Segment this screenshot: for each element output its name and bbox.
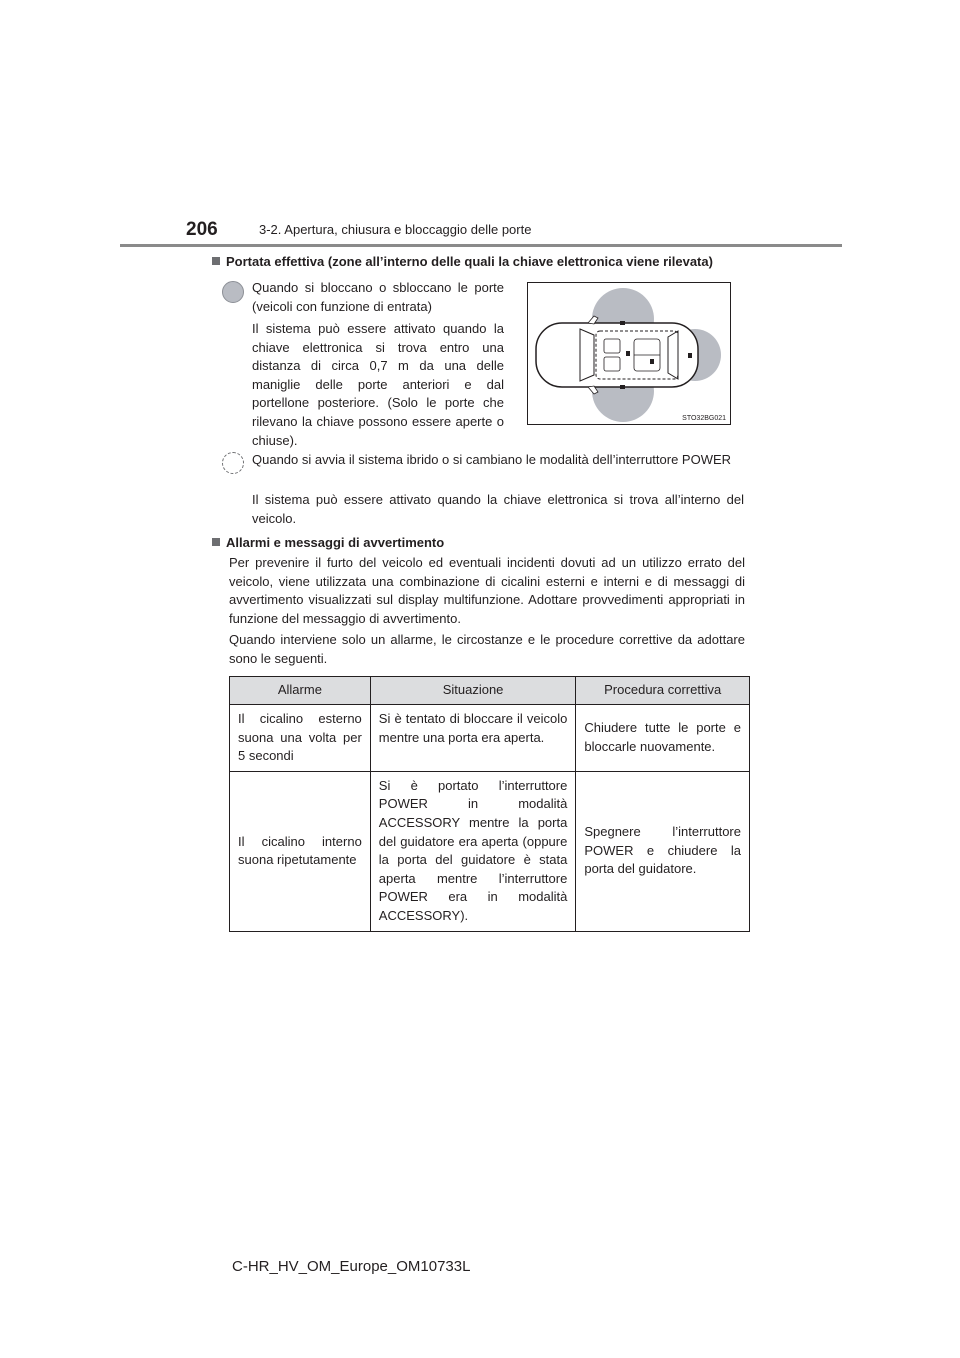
table-cell-allarme: Il cicalino interno suona ripetutamente xyxy=(230,771,371,931)
header-rule xyxy=(120,244,842,247)
item2-body: Il sistema può essere attivato quando la chiave elettronica si trova all’interno del veicolo. xyxy=(252,492,744,526)
table-row xyxy=(230,705,750,772)
square-bullet-icon xyxy=(212,538,220,546)
section-heading-range xyxy=(212,254,713,269)
range-figure xyxy=(527,282,731,425)
section-heading-range-text: Portata effettiva (zone all’interno delle quali la chiave elettronica viene rilevata) xyxy=(226,254,713,269)
item1-title: Quando si bloccano o sbloccano le porte (veicoli con funzione di entrata) xyxy=(252,280,504,314)
figure-code: STO32BG021 xyxy=(682,415,726,422)
dashed-circle-icon xyxy=(222,452,244,474)
page-number: 206 xyxy=(186,219,218,240)
square-bullet-icon xyxy=(212,257,220,265)
table-header-procedura: Procedura correttiva xyxy=(576,677,750,705)
table-cell-procedura: Spegnere l’interruttore POWER e chiudere la porta del guidatore. xyxy=(576,771,750,931)
table-cell-procedura: Chiudere tutte le porte e bloccarle nuovamente. xyxy=(576,705,750,772)
section-heading-alarms-text: Allarmi e messaggi di avvertimento xyxy=(226,535,445,550)
table-header-row xyxy=(230,677,750,705)
footer-doc-code: C-HR_HV_OM_Europe_OM10733L xyxy=(232,1258,471,1275)
car-top-view-illustration xyxy=(528,283,730,424)
item2-title: Quando si avvia il sistema ibrido o si cambiano le modalità dell’interruttore POWER xyxy=(252,452,732,467)
solid-circle-icon xyxy=(222,281,244,303)
item1-body: Il sistema può essere attivato quando la chiave elettronica si trova entro una distanza di circa 0,7 m da una delle maniglie delle porte anteriori e dal portellone posteriore. (Solo le porte che rilevano la chiave possono essere aperte o chiuse). xyxy=(252,321,504,448)
alarms-table xyxy=(229,676,750,932)
chapter-title: 3-2. Apertura, chiusura e bloccaggio delle porte xyxy=(259,222,532,237)
table-cell-situazione: Si è portato l’interruttore POWER in modalità ACCESSORY mentre la porta del guidatore era aperta (oppure la porta del guidatore è stata aperta mentre l’interruttore POWER era in modalità ACCESSORY). xyxy=(370,771,576,931)
section-heading-alarms xyxy=(212,535,444,550)
alarms-paragraph-2: Quando interviene solo un allarme, le circostanze e le procedure correttive da adottare sono le seguenti. xyxy=(229,632,745,666)
table-header-allarme: Allarme xyxy=(230,677,371,705)
table-cell-allarme: Il cicalino esterno suona una volta per 5 secondi xyxy=(230,705,371,772)
alarms-paragraph-1: Per prevenire il furto del veicolo ed eventuali incidenti dovuti ad un utilizzo errato del veicolo, viene utilizzata una combinazione di cicalini esterni e interni e di messaggi di avvertimento visualizzati sul display multifunzione. Adottare provvedimenti appropriati in funzione del messaggio di avvertimento. xyxy=(229,555,745,626)
table-header-situazione: Situazione xyxy=(370,677,576,705)
table-row xyxy=(230,771,750,931)
table-cell-situazione: Si è tentato di bloccare il veicolo mentre una porta era aperta. xyxy=(370,705,576,772)
